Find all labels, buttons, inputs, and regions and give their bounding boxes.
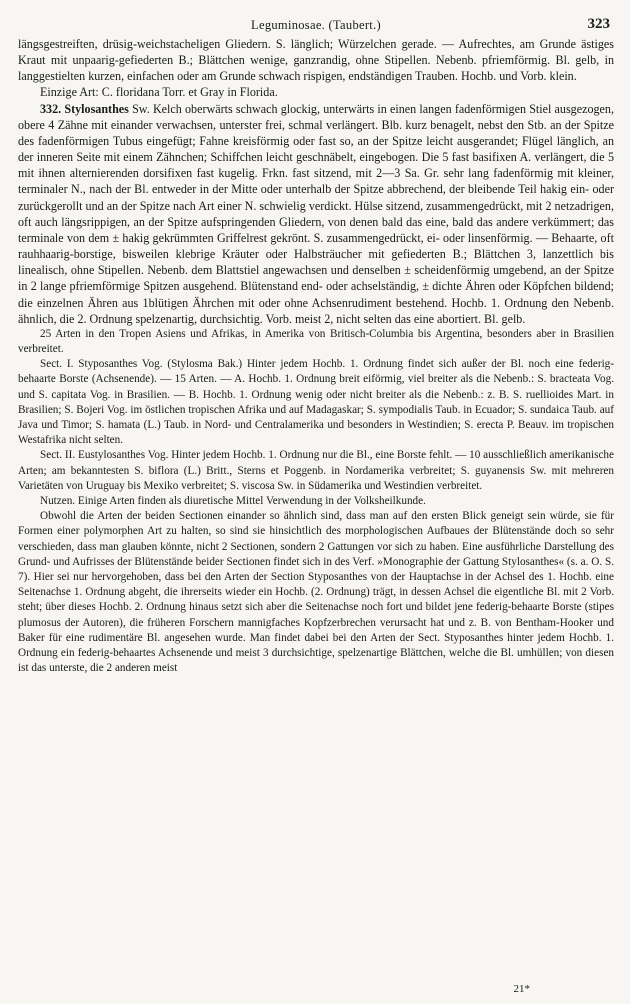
paragraph-single-species: Einzige Art: C. floridana Torr. et Gray in Florida. <box>40 85 278 100</box>
paragraph-section-one: Sect. I. Styposanthes Vog. (Stylosma Bak.) Hinter jedem Hochb. 1. Ordnung findet sich außer der Bl. noch eine federig-behaarte Borste (Achsenende). — 15 Arten. — A. Hochb. 1. Ordnung breit eiförmig, viel breiter als die Nebenb.: S. bracteata Vog. und S. capitata Vog. in Brasilien. — B. Hochb. 1. Ordnung wenig oder nicht breiter als die Nebenb.: z. B. S. ruellioides Mart. in Brasilien; S. Bojeri Vog. im östlichen tropischen Afrika und auf Madagaskar; S. sympodialis Taub. in Ecuador; S. sundaica Taub. auf Java und Timor; S. hamata (L.) Taub. in Nord- und Centralamerika und besonders in Westindien; S. erecta P. Beauv. im tropischen Westafrika nicht selten. <box>18 358 614 447</box>
genus-number: 332. <box>40 101 62 116</box>
genus-name: Stylosanthes <box>64 101 129 116</box>
paragraph-morphology-note: Obwohl die Arten der beiden Sectionen einander so ähnlich sind, dass man auf den ersten Blick geneigt sein würde, sie für Formen einer polymorphen Art zu halten, so sind sie hinsichtlich des morphologischen Aufbaues der Blütenstände doch so sehr verschieden, dass man glauben könnte, nicht 2 Sectionen, sondern 2 Gattungen vor sich zu haben. Eine ausführliche Darstellung des Grund- und Aufrisses der Blütenstände beider Sectionen findet sich in des Verf. »Monographie der Gattung Stylosanthes« (s. a. O. S. 7). Hier sei nur hervorgehoben, dass bei den Arten der Section Styposanthes von der Hauptachse in der Achsel des 1. Hochb. eine Seitenachse 1. Ordnung abgeht, die ihrerseits wieder ein Hochb. (2. Ordnung) trägt, in dessen Achsel die eigentliche Bl. mit 2 Vorb. steht; über dieses Hochb. 2. Ordnung hinaus setzt sich aber die Seitenachse noch fort und bildet jene federig-behaarte Borste (stipes plumosus der Autoren), die früheren Forschern mannigfaches Kopfzerbrechen verursacht hat und z. B. von Bentham-Hooker und Baker für eine rudimentäre Bl. angesehen wurde. Man findet dabei bei den Arten der Sect. Styposanthes hinter jedem Hochb. 1. Ordnung ein federig-behaartes Achsenende und meist 3 durchsichtige, spelzenartige Blättchen, welche die Bl. umhüllen; von diesen ist das unterste, die 2 anderen meist <box>18 510 614 675</box>
body-text <box>18 36 614 676</box>
sheet-signature: 21* <box>513 983 530 995</box>
paragraph-genus-description <box>18 101 614 327</box>
page-header <box>18 10 614 36</box>
running-head: Leguminosae. (Taubert.) <box>251 18 381 32</box>
paragraph-distribution: 25 Arten in den Tropen Asiens und Afrikas, in Amerika von Britisch-Columbia bis Argentina, besonders aber in Brasilien verbreitet. <box>18 327 614 356</box>
paragraph-continuation: längsgestreiften, drüsig-weichstacheligen Gliedern. S. länglich; Würzelchen gerade. — Aufrechtes, am Grunde ästiges Kraut mit unpaarig-gefiederten B.; Blättchen wenige, ganzrandig, ohne Stipellen. Nebenb. pfriemförmig. Bl. gelb, in langgestielten kurzen, einfachen oder am Grunde schwach rispigen, endständigen Trauben. Hochb. und Vorb. klein. <box>18 37 614 84</box>
paragraph-section-two: Sect. II. Eustylosanthes Vog. Hinter jedem Hochb. 1. Ordnung nur die Bl., eine Borste fehlt. — 10 ausschließlich amerikanische Arten; am bekanntesten S. biflora (L.) Britt., Sterns et Poggenb. in Nordamerika verbreitet; S. guyanensis Sw. mit mehreren Varietäten von Uruguay bis Mexiko verbreitet; S. viscosa Sw. in Südamerika und Westindien verbreitet. <box>18 449 614 492</box>
genus-description-text: Sw. Kelch oberwärts schwach glockig, unterwärts in einen langen fadenförmigen Stiel ausgezogen, obere 4 Zähne mit einander verwachsen, unterster frei, schmal verlängert. Blb. kurz benagelt, nebst den Stb. an der Spitze des fadenförmigen Tubus eingefügt; Fahne kreisförmig oder fast so, an der Spitze leicht ausgerandet; Flügel länglich, an der inneren Seite mit einem Zähnchen; Schiffchen leicht geschnäbelt, eingebogen. Die 5 fast basifixen A. verlängert, die 5 mit ihnen alternierenden dorsifixen fast kugelig. Frkn. fast sitzend, mit 2—3 Sa. Gr. sehr lang fadenförmig mit kleiner, terminaler N., nach der Bl. entweder in der Mitte oder unterhalb der Spitze abbrechend, der bleibende Teil hakig ein- oder zurückgerollt und an der Spitze nach Art einer N. schwielig verdickt. Hülse sitzend, zusammengedrückt, mit 2 netzadrigen, oft auch längsrippigen, an der Spitze aufspringenden Gliedern, von denen bald das eine, bald das andere verkümmert; das terminale von dem ± hakig gekrümmten Griffelrest gekrönt. S. zusammengedrückt, ei- oder linsenförmig. — Behaarte, oft rauhhaarig-borstige, bisweilen klebrige Kräuter oder Halbsträucher mit gefiederten B.; Blättchen 3, lanzettlich bis linealisch, ohne Stipellen. Nebenb. dem Blattstiel angewachsen und denselben ± scheidenförmig umgebend, an der Spitze in 2 lange pfriemförmige Spitzen ausgehend. Blütenstand end- oder achselständig, ± dichte Ähren oder Köpfchen bildend; die einzelnen Ähren aus 1blütigen Ährchen mit oder ohne Achsenrudiment bestehend. Hochb. 1. Ordnung den Nebenb. ähnlich, die 2. Ordnung spelzenartig, durchsichtig. Vorb. meist 2, nicht selten das eine abortiert. Bl. gelb. <box>18 101 614 326</box>
page-number: 323 <box>587 16 610 32</box>
paragraph-uses: Nutzen. Einige Arten finden als diuretische Mittel Verwendung in der Volksheilkunde. <box>40 495 426 508</box>
